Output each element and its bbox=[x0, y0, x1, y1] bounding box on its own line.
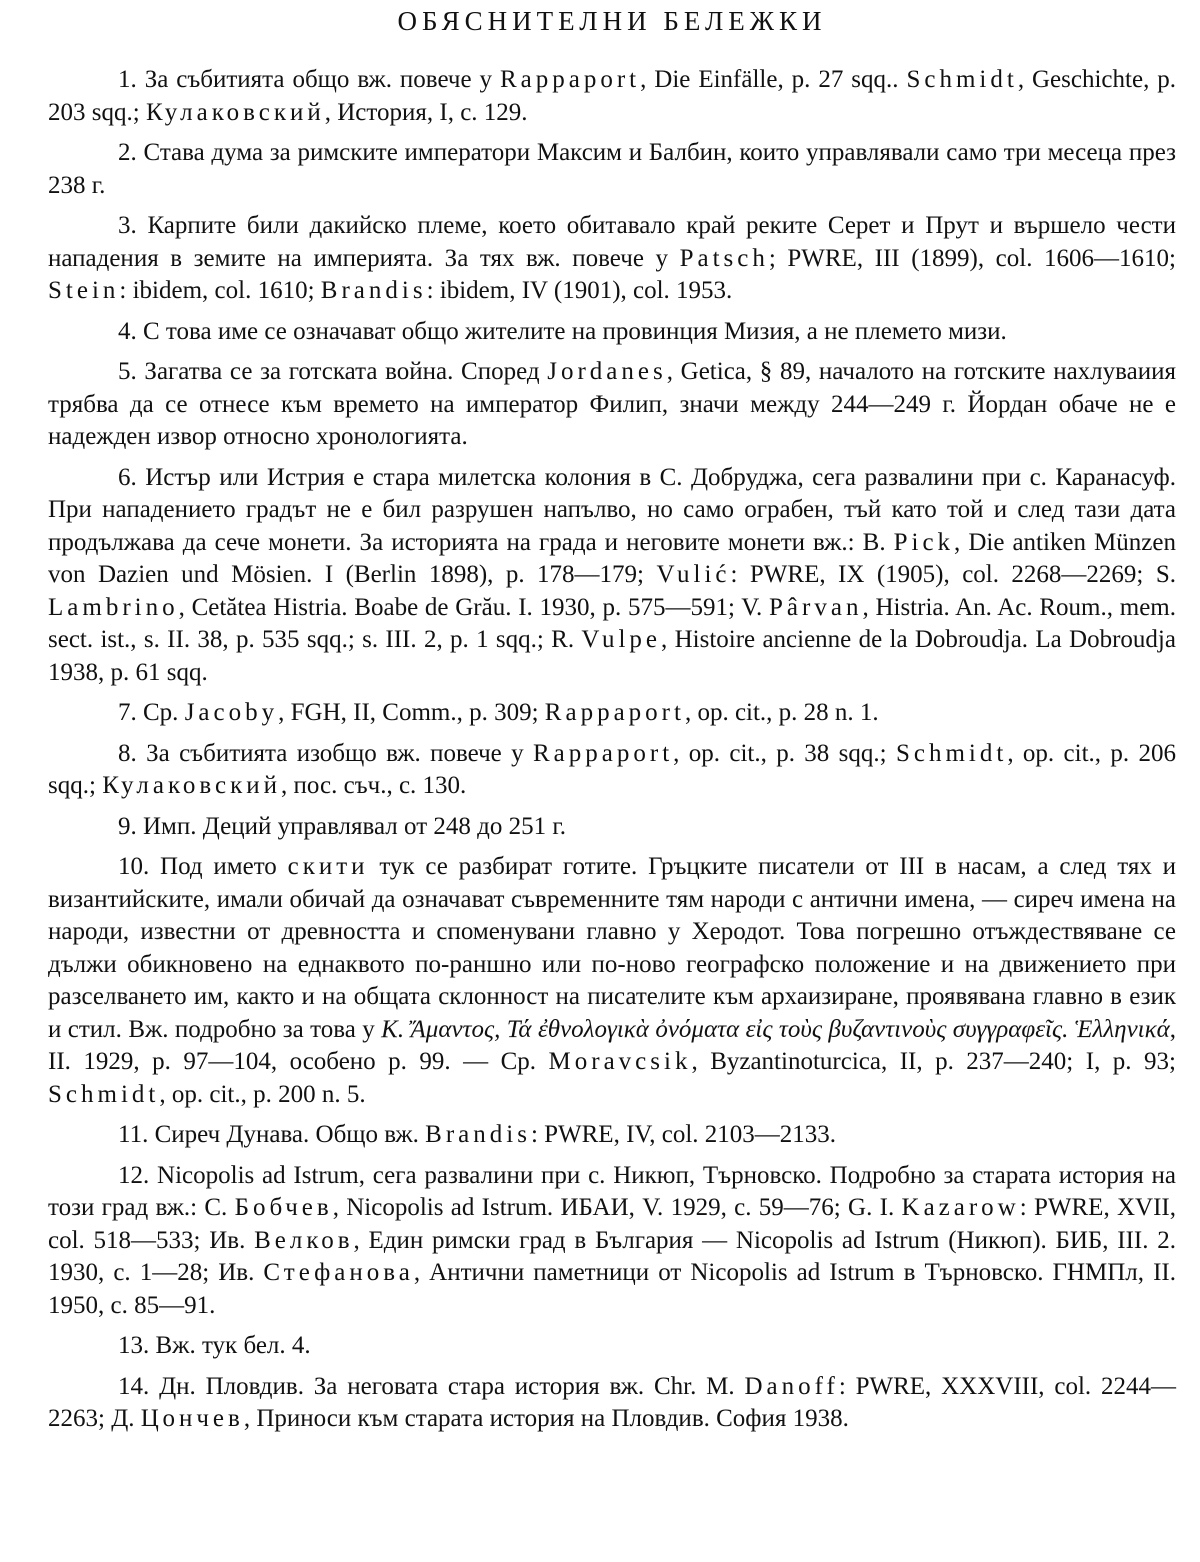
note-text: тук се разбират готите. Гръцките писатели от III в насам, а след тях и византийските, имали обичай да означават съвременните тям народи с антични имена, — сиреч имена на народи, известни от древността и споменувани главно у Херодот. Това погрешно отъждествяване се дължи обикновено на еднаквото по-раншно или по-ново географско положение и на движението при разселването им, както и на общата склонност на писателите към архаизиране, проявявана главно в език и стил. Вж. подробно за това у bbox=[48, 853, 1176, 1043]
spaced-author-name: Vulpe bbox=[581, 626, 662, 653]
note-text: 11. Сиреч Дунава. Общо вж. bbox=[118, 1121, 426, 1148]
spaced-author-name: Rappaport bbox=[533, 739, 674, 767]
note-text: : PWRE, XXXVIII, col. 2244—2263; Д. bbox=[48, 1372, 1176, 1432]
note-text: , FGH, II, Comm., p. 309; bbox=[278, 699, 545, 726]
endnote-7 bbox=[48, 697, 1176, 730]
note-text: , Byzantinoturcica, II, p. 237—240; I, p. 93; bbox=[691, 1048, 1176, 1075]
note-text: 3. Карпите били дакийско племе, което обитавало край реките Серет и Прут и вършело чести нападения в земите на империята. За тях вж. повече у bbox=[48, 212, 1176, 272]
endnote-5 bbox=[48, 356, 1176, 454]
note-text: , Getica, § 89, началото на готските нахлуваиия трябва да се отнесе към времето на император Филип, значи между 244—249 г. Йордан обаче не е надежден извор относно хронологията. bbox=[48, 358, 1176, 450]
endnote-2 bbox=[48, 137, 1176, 202]
document-page bbox=[48, 0, 1176, 1444]
spaced-author-name: Brandis bbox=[320, 277, 427, 304]
endnote-14 bbox=[48, 1371, 1176, 1436]
note-text: 2. Става дума за римските императори Максим и Балбин, които управлявали само три месеца през 238 г. bbox=[48, 139, 1176, 199]
note-text: 4. С това име се означават общо жителите на провинция Мизия, а не племето мизи. bbox=[118, 317, 1007, 345]
note-text: , Nicopolis ad Istrum. ИБАИ, V. 1929, с. 59—76; G. I. bbox=[332, 1194, 902, 1221]
note-text: : ibidem, col. 1610; bbox=[119, 277, 321, 304]
note-text: , Histria. An. Ac. Roum., mem. sect. ist., s. II. 38, p. 535 sqq.; s. III. 2, p. 1 sqq.; R. bbox=[48, 593, 1176, 653]
note-text: , Приноси към старата история на Пловдив. София 1938. bbox=[243, 1405, 849, 1432]
note-text: , II. 1929, p. 97—104, особено p. 99. — Cp. bbox=[48, 1015, 1176, 1075]
note-text: , op. cit., p. 38 sqq.; bbox=[673, 739, 896, 767]
note-text: : ibidem, IV (1901), col. 1953. bbox=[426, 277, 733, 304]
note-text: 7. Cp. bbox=[118, 699, 185, 726]
note-text: 12. Nicopolis ad Istrum, сега развалини при с. Никюп, Търновско. Подробно за старата история на този град вж.: С. bbox=[48, 1161, 1176, 1221]
endnote-4 bbox=[48, 316, 1176, 349]
note-text: , op. cit., p. 206 sqq.; bbox=[48, 739, 1176, 799]
note-text: : PWRE, XVII, col. 518—533; Ив. bbox=[48, 1194, 1176, 1254]
endnote-3 bbox=[48, 210, 1176, 308]
spaced-author-name: Vulić bbox=[656, 561, 731, 588]
note-text: , Един римски град в България — Nicopolis ad Istrum (Никюп). БИБ, III. 2. 1930, с. 1—28; Ив. bbox=[48, 1226, 1176, 1286]
endnote-10 bbox=[48, 851, 1176, 1111]
spaced-author-name: Pick bbox=[893, 528, 955, 556]
spaced-author-name: Rappaport bbox=[544, 699, 685, 726]
greek-citation: Κ. Ἄμαντος, Τά ἐθνολογικὰ ὀνόματα εἰς τοὺς βυζαντινοὺς συγγραφεῖς. Ἑλληνικά bbox=[381, 1015, 1170, 1043]
note-text: , пос. съч., с. 130. bbox=[281, 772, 467, 799]
spaced-author-name: Patsch bbox=[679, 244, 769, 272]
note-text: 14. Дн. Пловдив. За неговата стара история вж. Chr. M. bbox=[118, 1372, 745, 1400]
endnote-13 bbox=[48, 1330, 1176, 1363]
spaced-author-name: Jordanes bbox=[547, 358, 667, 385]
spaced-author-name: скити bbox=[287, 853, 369, 880]
spaced-author-name: Schmidt bbox=[895, 739, 1008, 767]
endnote-11 bbox=[48, 1119, 1176, 1152]
spaced-author-name: Schmidt bbox=[48, 1080, 160, 1108]
spaced-author-name: Pârvan bbox=[769, 593, 863, 621]
note-text: : PWRE, IX (1905), col. 2268—2269; S. bbox=[730, 561, 1176, 588]
note-text: 10. Под името bbox=[118, 853, 288, 880]
note-text: , Geschichte, p. 203 sqq.; bbox=[48, 66, 1177, 126]
note-text: 1. За събитията общо вж. повече у bbox=[118, 66, 500, 93]
spaced-author-name: Stein bbox=[48, 277, 120, 304]
note-text: 8. За събитията изобщо вж. повече у bbox=[118, 739, 533, 767]
note-text: , Антични паметници от Nicopolis ad Istrum в Търновско. ГНМПл, II. 1950, с. 85—91. bbox=[48, 1259, 1176, 1319]
note-text: , op. cit., p. 200 n. 5. bbox=[159, 1080, 366, 1108]
note-text: , Histoire ancienne de la Dobroudja. La Dobroudja 1938, p. 61 sqq. bbox=[48, 626, 1176, 686]
note-text: ; PWRE, III (1899), col. 1606—1610; bbox=[768, 244, 1177, 272]
spaced-author-name: Danoff bbox=[744, 1372, 839, 1400]
spaced-author-name: Кулаковский bbox=[145, 98, 325, 126]
note-text: , Cetătea Histria. Boabe de Grău. I. 1930, p. 575—591; V. bbox=[178, 593, 770, 621]
spaced-author-name: Цончев bbox=[140, 1405, 244, 1432]
note-text: , История, I, с. 129. bbox=[324, 98, 528, 126]
endnote-6 bbox=[48, 462, 1176, 690]
note-text: 5. Загатва се за готската война. Според bbox=[118, 358, 548, 385]
spaced-author-name: Бобчев bbox=[234, 1194, 333, 1221]
endnote-9 bbox=[48, 811, 1176, 844]
endnote-12 bbox=[48, 1160, 1176, 1323]
notes-list bbox=[48, 64, 1176, 1436]
spaced-author-name: Велков bbox=[254, 1226, 354, 1254]
spaced-author-name: Moravcsik bbox=[548, 1048, 692, 1075]
note-text: : PWRE, IV, col. 2103—2133. bbox=[530, 1121, 837, 1148]
endnote-8 bbox=[48, 738, 1176, 803]
spaced-author-name: Lambrino bbox=[48, 593, 179, 621]
spaced-author-name: Rappaport bbox=[499, 66, 641, 93]
note-text: 6. Истър или Истрия е стара милетска колония в С. Добруджа, сега развалини при с. Каранасуф. При нападението градът не е бил разрушен напълво, но само ограбен, тъй като той и след тази дата продължава да сече монети. За историята на града и неговите монети вж.: B. bbox=[48, 463, 1176, 556]
spaced-author-name: Kazarow bbox=[901, 1194, 1020, 1221]
page-title: ОБЯСНИТЕЛНИ БЕЛЕЖКИ bbox=[397, 6, 827, 36]
note-text: 13. Вж. тук бел. 4. bbox=[118, 1332, 311, 1359]
spaced-author-name: Brandis bbox=[425, 1121, 531, 1148]
spaced-author-name: Schmidt bbox=[906, 66, 1018, 93]
note-text: , Die antiken Münzen von Dazien und Mösien. I (Berlin 1898), p. 178—179; bbox=[48, 528, 1176, 588]
note-text: 9. Имп. Деций управлявал от 248 до 251 г. bbox=[118, 812, 567, 840]
spaced-author-name: Кулаковский bbox=[102, 772, 281, 799]
spaced-author-name: Jacoby bbox=[184, 699, 279, 726]
spaced-author-name: Стефанова bbox=[263, 1259, 414, 1286]
note-text: , Die Einfälle, p. 27 sqq.. bbox=[640, 66, 907, 93]
note-text: , op. cit., p. 28 n. 1. bbox=[684, 699, 879, 726]
endnote-1 bbox=[48, 64, 1176, 129]
